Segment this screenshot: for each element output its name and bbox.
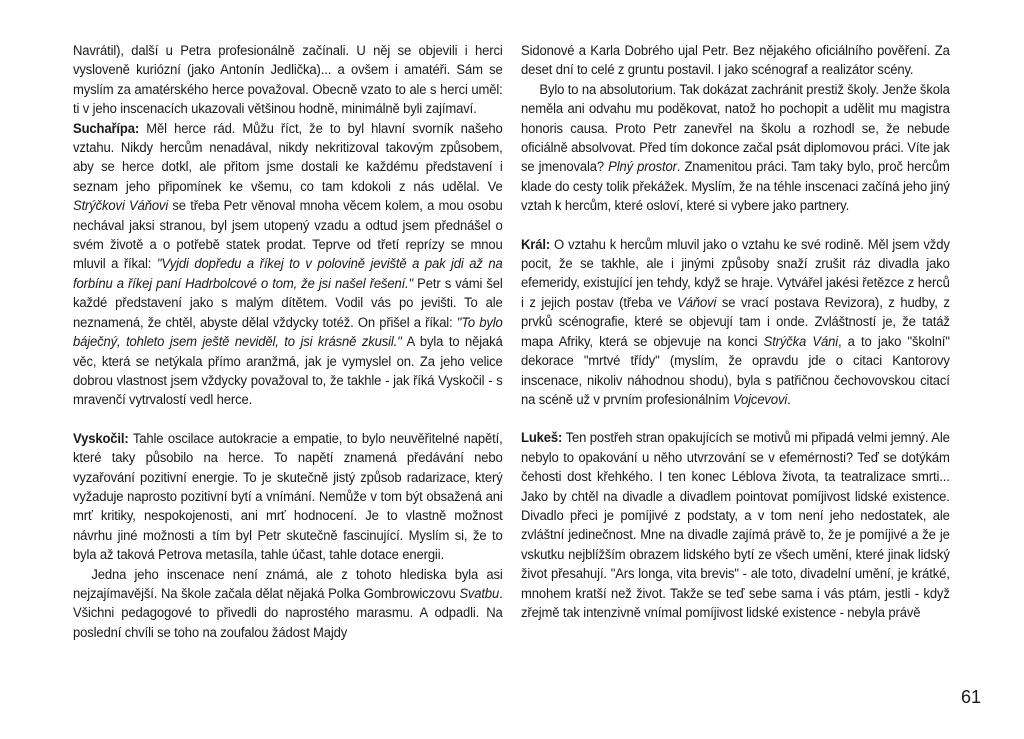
speaker-name: Vyskočil:	[73, 430, 129, 447]
paragraph	[73, 566, 503, 644]
italic-title: Plný prostor	[608, 159, 677, 176]
text-run: . Všichni pedagogové to přivedli do naprostého marasmu. A odpadli. Na poslední chvíli se toho na zoufalou žádost Majdy	[73, 585, 503, 641]
paragraph	[521, 429, 950, 623]
italic-title: Strýčka Váni	[763, 333, 838, 350]
speaker-name: Král:	[521, 236, 551, 253]
text-run: Měl herce rád. Můžu říct, že to byl hlavní svorník našeho vztahu. Nikdy hercům nenadával, nikdy nekritizoval takovým způsobem, aby se herce dotkl, ale přitom jsme dostali ke každému představení i seznam jeho připomínek ke všemu, co tam kdokoli z nás udělal. Ve	[73, 120, 503, 195]
text-run: Ten postřeh stran opakujících se motivů mi připadá velmi jemný. Ale nebylo to opakování u něho utvrzování se v efemérnosti? Teď se dotýkám čehosti dost křehkého. I ten konec Léblova života, ta teatralizace smrti... Jako by chtěl na divadle a divadlem pointovat pomíjivost lidské existence. Divadlo přeci je pomíjivé z podstaty, a v tom není jeho nedostatek, ale zvláštní jedinečnost. Mne na divadle zajímá právě to, že je pomíjivé a že je vskutku nejblížším obrazem lidského bytí ze všech umění, které jinak lidský život přesahují. "Ars longa, vita brevis" - ale toto, divadelní umění, je krátké, mnohem kratší než život. Takže se teď sebe sama i vás ptám, jestli - když zřejmě tak intenzivně vnímal pomíjivost lidské existence - nebyla právě	[521, 430, 950, 621]
paragraph	[73, 430, 503, 566]
text-run: A byla to nějaká věc, která se netýkala přímo aranžmá, jak je vymyslel on. Za jeho velice dobrou vlastnost jsem vždycky považoval to, že takhle - jak říká Vyskočil - s mravenčí vytrvalostí vedl herce.	[73, 334, 503, 409]
speaker-name: Lukeš:	[521, 430, 563, 447]
italic-quote: "To bylo báječný, tohleto jsem ještě neviděl, to jsi krásně zkusil."	[73, 314, 503, 351]
text-run: se třeba Petr věnoval mnoha věcem kolem, a mou osobu nechával jaksi stranou, byl jsem utopený vzadu a odtud jsem přednášel o svém životě a o potřebě statek prodat. Teprve od třetí reprízy se mnou mluvil a říkal:	[73, 198, 503, 273]
page-number: 61	[961, 687, 982, 707]
paragraph	[521, 81, 950, 217]
text-run: . Znamenitou práci. Tam taky bylo, proč hercům klade do cesty tolik překážek. Myslím, že na téhle inscenaci začíná jeho jiný vztah k hercům, které osloví, které si vybere jako partnery.	[521, 159, 950, 215]
italic-title: Svatbu	[459, 585, 500, 602]
italic-quote: "Vyjdi dopředu a říkej to v polovině jeviště a pak jdi až na forbínu a říkej paní Hadrbolcové o tom, že jsi našel řešení."	[73, 256, 503, 292]
text-run: Petr s vámi šel každé představení jako s malým dítětem. Vodil vás po jevišti. To ale neznamená, že chtěl, abyste dělal vždycky totéž. On přišel a říkal:	[73, 275, 503, 331]
italic-title: Váňovi	[677, 294, 717, 311]
italic-title: Strýčkovi Váňovi	[73, 198, 169, 215]
text-run: Jedna jeho inscenace není známá, ale z tohoto hlediska byla asi nejzajímavější. Na škole začala dělat nějaká Polka Gombrowiczovu	[73, 566, 503, 602]
left-column	[73, 42, 503, 643]
text-run: Bylo to na absolutorium. Tak dokázat zachránit prestiž školy. Jenže škola neměla ani odvahu mu poděkovat, natož ho pochopit a udělit mu magistra honoris causa. Proto Petr zanevřel na školu a rozhodl se, že nebude oficiálně absolvovat. Před tím dokonce začal psát diplomovou práci. Víte jak se jmenovala?	[521, 81, 950, 176]
right-column	[521, 42, 950, 623]
text-run: , a to jako "školní" dekorace "mrtvé třídy" (myslím, že opravdu jde o citaci Kantorovy inscenace, nikoliv náhodnou shodu), byla s patřičnou čechovovskou citací na scéně už v prvním profesionálním	[521, 333, 950, 408]
paragraph: Sidonové a Karla Dobrého ujal Petr. Bez nějakého oficiálního pověření. Za deset dní to celé z gruntu postavil. I jako scénograf a realizátor scény.	[521, 43, 950, 79]
speaker-name: Suchařípa:	[73, 120, 140, 137]
italic-title: Vojcevovi	[732, 391, 788, 408]
text-run: se vrací postava Revizora), z hudby, z prvků scénografie, které se objevují tam i onde. Zvláštností je, že tatáž mapa Afriky, která se objevuje na konci	[521, 294, 950, 350]
text-run: O vztahu k hercům mluvil jako o vztahu ke své rodině. Měl jsem vždy pocit, že se takhle, ale i jinými způsoby snaží zrušit ráz divadla jako efemeridy, existující jen tehdy, když se hraje. Vytvářel jakési řetězce z herců i z jejich postav (třeba ve	[521, 236, 950, 311]
paragraph: Navrátil), další u Petra profesionálně začínali. U něj se objevili i herci vysloveně kuriózní (jako Antonín Jedlička)... a ovšem i amatéři. Sám se myslím za amatérského herce považoval. Obecně vzato to ale s herci uměl: ti v jeho inscenacích ukazovali většinou hodně, minimálně byli zajímaví.	[73, 43, 503, 118]
paragraph	[521, 236, 950, 411]
text-run: .	[787, 391, 791, 408]
text-run: Tahle oscilace autokracie a empatie, to bylo neuvěřitelné napětí, které taky působilo na herce. To napětí znamená předávání nebo vyzařování pozitivní energie. To je skutečně jistý způsob radarizace, který vyžaduje naprosto pozitivní bytí a vnímání. Nemůže v tom být obsažená ani mrť kritiky, nespokojenosti, ani mrť hodnocení. Je to vlastně možnost návrhu jiné možnosti a tím byl Petr skutečně fascinující. Myslím si, že to byla až taková Petrova metasíla, tahle účast, tahle dotace energii.	[73, 430, 503, 564]
paragraph	[73, 120, 503, 411]
